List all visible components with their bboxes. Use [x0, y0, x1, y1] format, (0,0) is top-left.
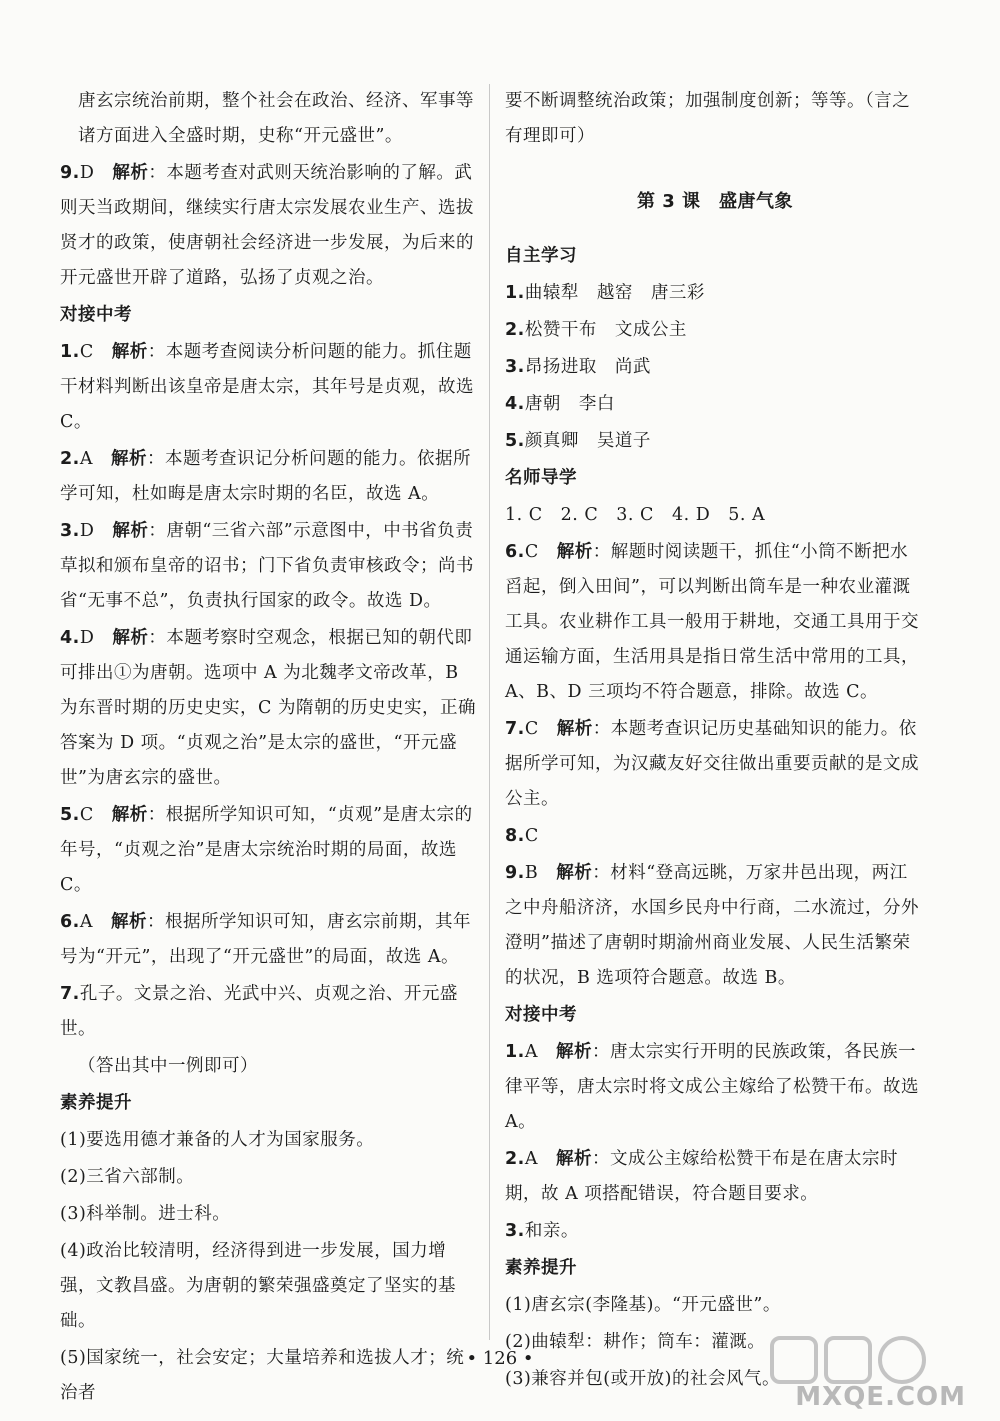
mingshi-question-9 [505, 856, 925, 996]
analysis-label: 解析 [555, 1042, 592, 1062]
question-number: 2. [505, 320, 525, 340]
analysis-label: 解析 [112, 628, 149, 648]
question-number: 6. [60, 912, 80, 932]
question-1 [60, 335, 476, 440]
suyang-item-4: (4)政治比较清明，经济得到进一步发展，国力增强，文教昌盛。为唐朝的繁荣强盛奠定了坚实的基础。 [60, 1241, 456, 1331]
answer-letter: C [524, 719, 539, 739]
analysis-label: 解析 [556, 542, 593, 562]
answer-letter: D [79, 521, 95, 541]
mingshi-question-8 [505, 819, 925, 854]
answer-text: 和亲。 [524, 1221, 579, 1241]
question-5 [60, 798, 476, 903]
answer-letter: C [79, 805, 94, 825]
zizhu-item-5 [505, 424, 925, 459]
analysis-text: ：本题考查识记分析问题的能力。依据所学可知，杜如晦是唐太宗时期的名臣，故选 A。 [60, 449, 471, 504]
zizhu-item-3 [505, 350, 925, 385]
duijie-question-2 [505, 1142, 925, 1212]
analysis-text: ：根据所学知识可知，唐玄宗前期，其年号为“开元”，出现了“开元盛世”的局面，故选 A。 [60, 912, 471, 967]
analysis-label: 解析 [112, 521, 149, 541]
section-heading-suyang: 素养提升 [60, 1093, 132, 1113]
analysis-label: 解析 [555, 1149, 592, 1169]
question-number: 1. [60, 342, 80, 362]
question-number: 7. [60, 984, 80, 1004]
question-7 [60, 977, 476, 1047]
answer-letter: A [79, 912, 93, 932]
question-number: 2. [505, 1149, 525, 1169]
question-number: 5. [505, 431, 525, 451]
question-6 [60, 905, 476, 975]
analysis-text: ：本题考查对武则天统治影响的了解。武则天当政期间，继续实行唐太宗发展农业生产、选拔贤才的政策，使唐朝社会经济进一步发展，为后来的开元盛世开辟了道路，弘扬了贞观之治。 [60, 163, 474, 288]
analysis-text: ：唐太宗实行开明的民族政策，各民族一律平等，唐太宗时将文成公主嫁给了松赞干布。故选 A。 [505, 1042, 919, 1132]
answer-detail: 文景之治、光武中兴、贞观之治、开元盛世。 [60, 984, 458, 1039]
question-3 [60, 514, 476, 619]
mingshi-question-7 [505, 712, 925, 817]
suyang-item-3: (3)科举制。进士科。 [60, 1204, 231, 1224]
duijie-question-1 [505, 1035, 925, 1140]
answer-letter: C [524, 542, 539, 562]
column-divider [489, 84, 490, 1340]
question-number: 9. [505, 863, 525, 883]
zizhu-item-4 [505, 387, 925, 422]
answer-letter: B [524, 863, 539, 883]
analysis-text: ：材料“登高远眺，万家井邑出现，两江之中舟船济济，水国乡民舟中行商，二水流过，分外澄明”描述了唐朝时期渝州商业发展、人民生活繁荣的状况，B 选项符合题意。故选 B。 [505, 863, 919, 988]
section-heading-zizhu: 自主学习 [505, 246, 577, 266]
answer-letter: D [79, 628, 95, 648]
analysis-text: ：文成公主嫁给松赞干布是在唐太宗时期，故 A 项搭配错误，符合题目要求。 [505, 1149, 898, 1204]
suyang-item-1: (1)要选用德才兼备的人才为国家服务。 [60, 1130, 375, 1150]
zizhu-item-2 [505, 313, 925, 348]
analysis-label: 解析 [111, 805, 148, 825]
suyang-right-item-2: (2)曲辕犁：耕作；筒车：灌溉。 [505, 1332, 766, 1352]
analysis-label: 解析 [110, 912, 147, 932]
question-number: 2. [60, 449, 80, 469]
answer-letter: A [524, 1042, 538, 1062]
section-heading-duijie: 对接中考 [60, 305, 132, 325]
question-9 [60, 156, 476, 296]
question-number: 3. [505, 357, 525, 377]
analysis-label: 解析 [112, 163, 149, 183]
answer-letter: D [79, 163, 95, 183]
section-heading-suyang-right: 素养提升 [505, 1258, 577, 1278]
answer-letter: A [524, 1149, 538, 1169]
watermark-logo [762, 1332, 972, 1416]
analysis-text: ：本题考查阅读分析问题的能力。抓住题干材料判断出该皇帝是唐太宗，其年号是贞观，故选 C。 [60, 342, 474, 432]
question-number: 4. [505, 394, 525, 414]
mingshi-question-6 [505, 535, 925, 710]
lesson-title: 第 3 课 盛唐气象 [636, 191, 794, 212]
analysis-text: ：解题时阅读题干，抓住“小筒不断把水舀起，倒入田间”，可以判断出筒车是一种农业灌溉工具。农业耕作工具一般用于耕地，交通工具用于交通运输方面，生活用具是指日常生活中常用的工具，A、B、D 三项均不符合题意，排除。故选 C。 [505, 542, 919, 702]
question-number: 9. [60, 163, 80, 183]
analysis-text: ：本题考查识记历史基础知识的能力。依据所学可知，为汉藏友好交往做出重要贡献的是文成公主。 [505, 719, 919, 809]
analysis-text: ：唐朝“三省六部”示意图中，中书省负责草拟和颁布皇帝的诏书；门下省负责审核政令；尚书省“无事不总”，负责执行国家的政令。故选 D。 [60, 521, 474, 611]
intro-paragraph: 唐玄宗统治前期，整个社会在政治、经济、军事等诸方面进入全盛时期，史称“开元盛世”。 [78, 91, 474, 146]
answer-text: 昂扬进取 尚武 [524, 357, 651, 377]
watermark-text: MXQE.COM [795, 1382, 966, 1412]
zizhu-item-1 [505, 276, 925, 311]
suyang-item-5: (5)国家统一，社会安定；大量培养和选拔人才；统治者 [60, 1348, 465, 1403]
answer-letter: C [79, 342, 94, 362]
answer-text: 颜真卿 吴道子 [524, 431, 651, 451]
question-number: 3. [60, 521, 80, 541]
answer-text: 松赞干布 文成公主 [524, 320, 687, 340]
suyang-item-2: (2)三省六部制。 [60, 1167, 195, 1187]
question-4 [60, 621, 476, 796]
analysis-label: 解析 [556, 719, 593, 739]
left-column [60, 84, 476, 1413]
answer-letter: A [79, 449, 93, 469]
question-number: 3. [505, 1221, 525, 1241]
analysis-label: 解析 [110, 449, 147, 469]
duijie-question-3 [505, 1214, 925, 1249]
question-number: 6. [505, 542, 525, 562]
question-number: 1. [505, 283, 525, 303]
analysis-text: ：根据所学知识可知，“贞观”是唐太宗的年号，“贞观之治”是唐太宗统治时期的局面，故选 C。 [60, 805, 473, 895]
question-number: 4. [60, 628, 80, 648]
analysis-text: ：本题考察时空观念，根据已知的朝代即可排出①为唐朝。选项中 A 为北魏孝文帝改革，B 为东晋时期的历史史实，C 为隋朝的历史史实，正确答案为 D 项。“贞观之治”是太宗的盛世，“开元盛世”为唐玄宗的盛世。 [60, 628, 476, 788]
answer-text: 唐朝 李白 [524, 394, 615, 414]
question-number: 5. [60, 805, 80, 825]
answer-letter: C [524, 826, 539, 846]
section-heading-mingshi: 名师导学 [505, 468, 577, 488]
question-number: 7. [505, 719, 525, 739]
question-2 [60, 442, 476, 512]
suyang-right-item-3: (3)兼容并包(或开放)的社会风气。 [505, 1369, 780, 1389]
analysis-label: 解析 [556, 863, 593, 883]
page-number: • 126 • [466, 1348, 534, 1369]
right-column [505, 84, 925, 1399]
continued-text: 要不断调整统治政策；加强制度创新；等等。（言之有理即可） [505, 91, 911, 146]
suyang-right-item-1: (1)唐玄宗(李隆基)。“开元盛世”。 [505, 1295, 781, 1315]
question-7-note: （答出其中一例即可） [78, 1056, 258, 1076]
answer-text: 曲辕犁 越窑 唐三彩 [524, 283, 705, 303]
mingshi-short-answers: 1. C 2. C 3. C 4. D 5. A [505, 505, 766, 525]
question-number: 8. [505, 826, 525, 846]
question-number: 1. [505, 1042, 525, 1062]
analysis-label: 解析 [111, 342, 148, 362]
section-heading-duijie-right: 对接中考 [505, 1005, 577, 1025]
answer-text: 孔子。 [79, 984, 134, 1004]
